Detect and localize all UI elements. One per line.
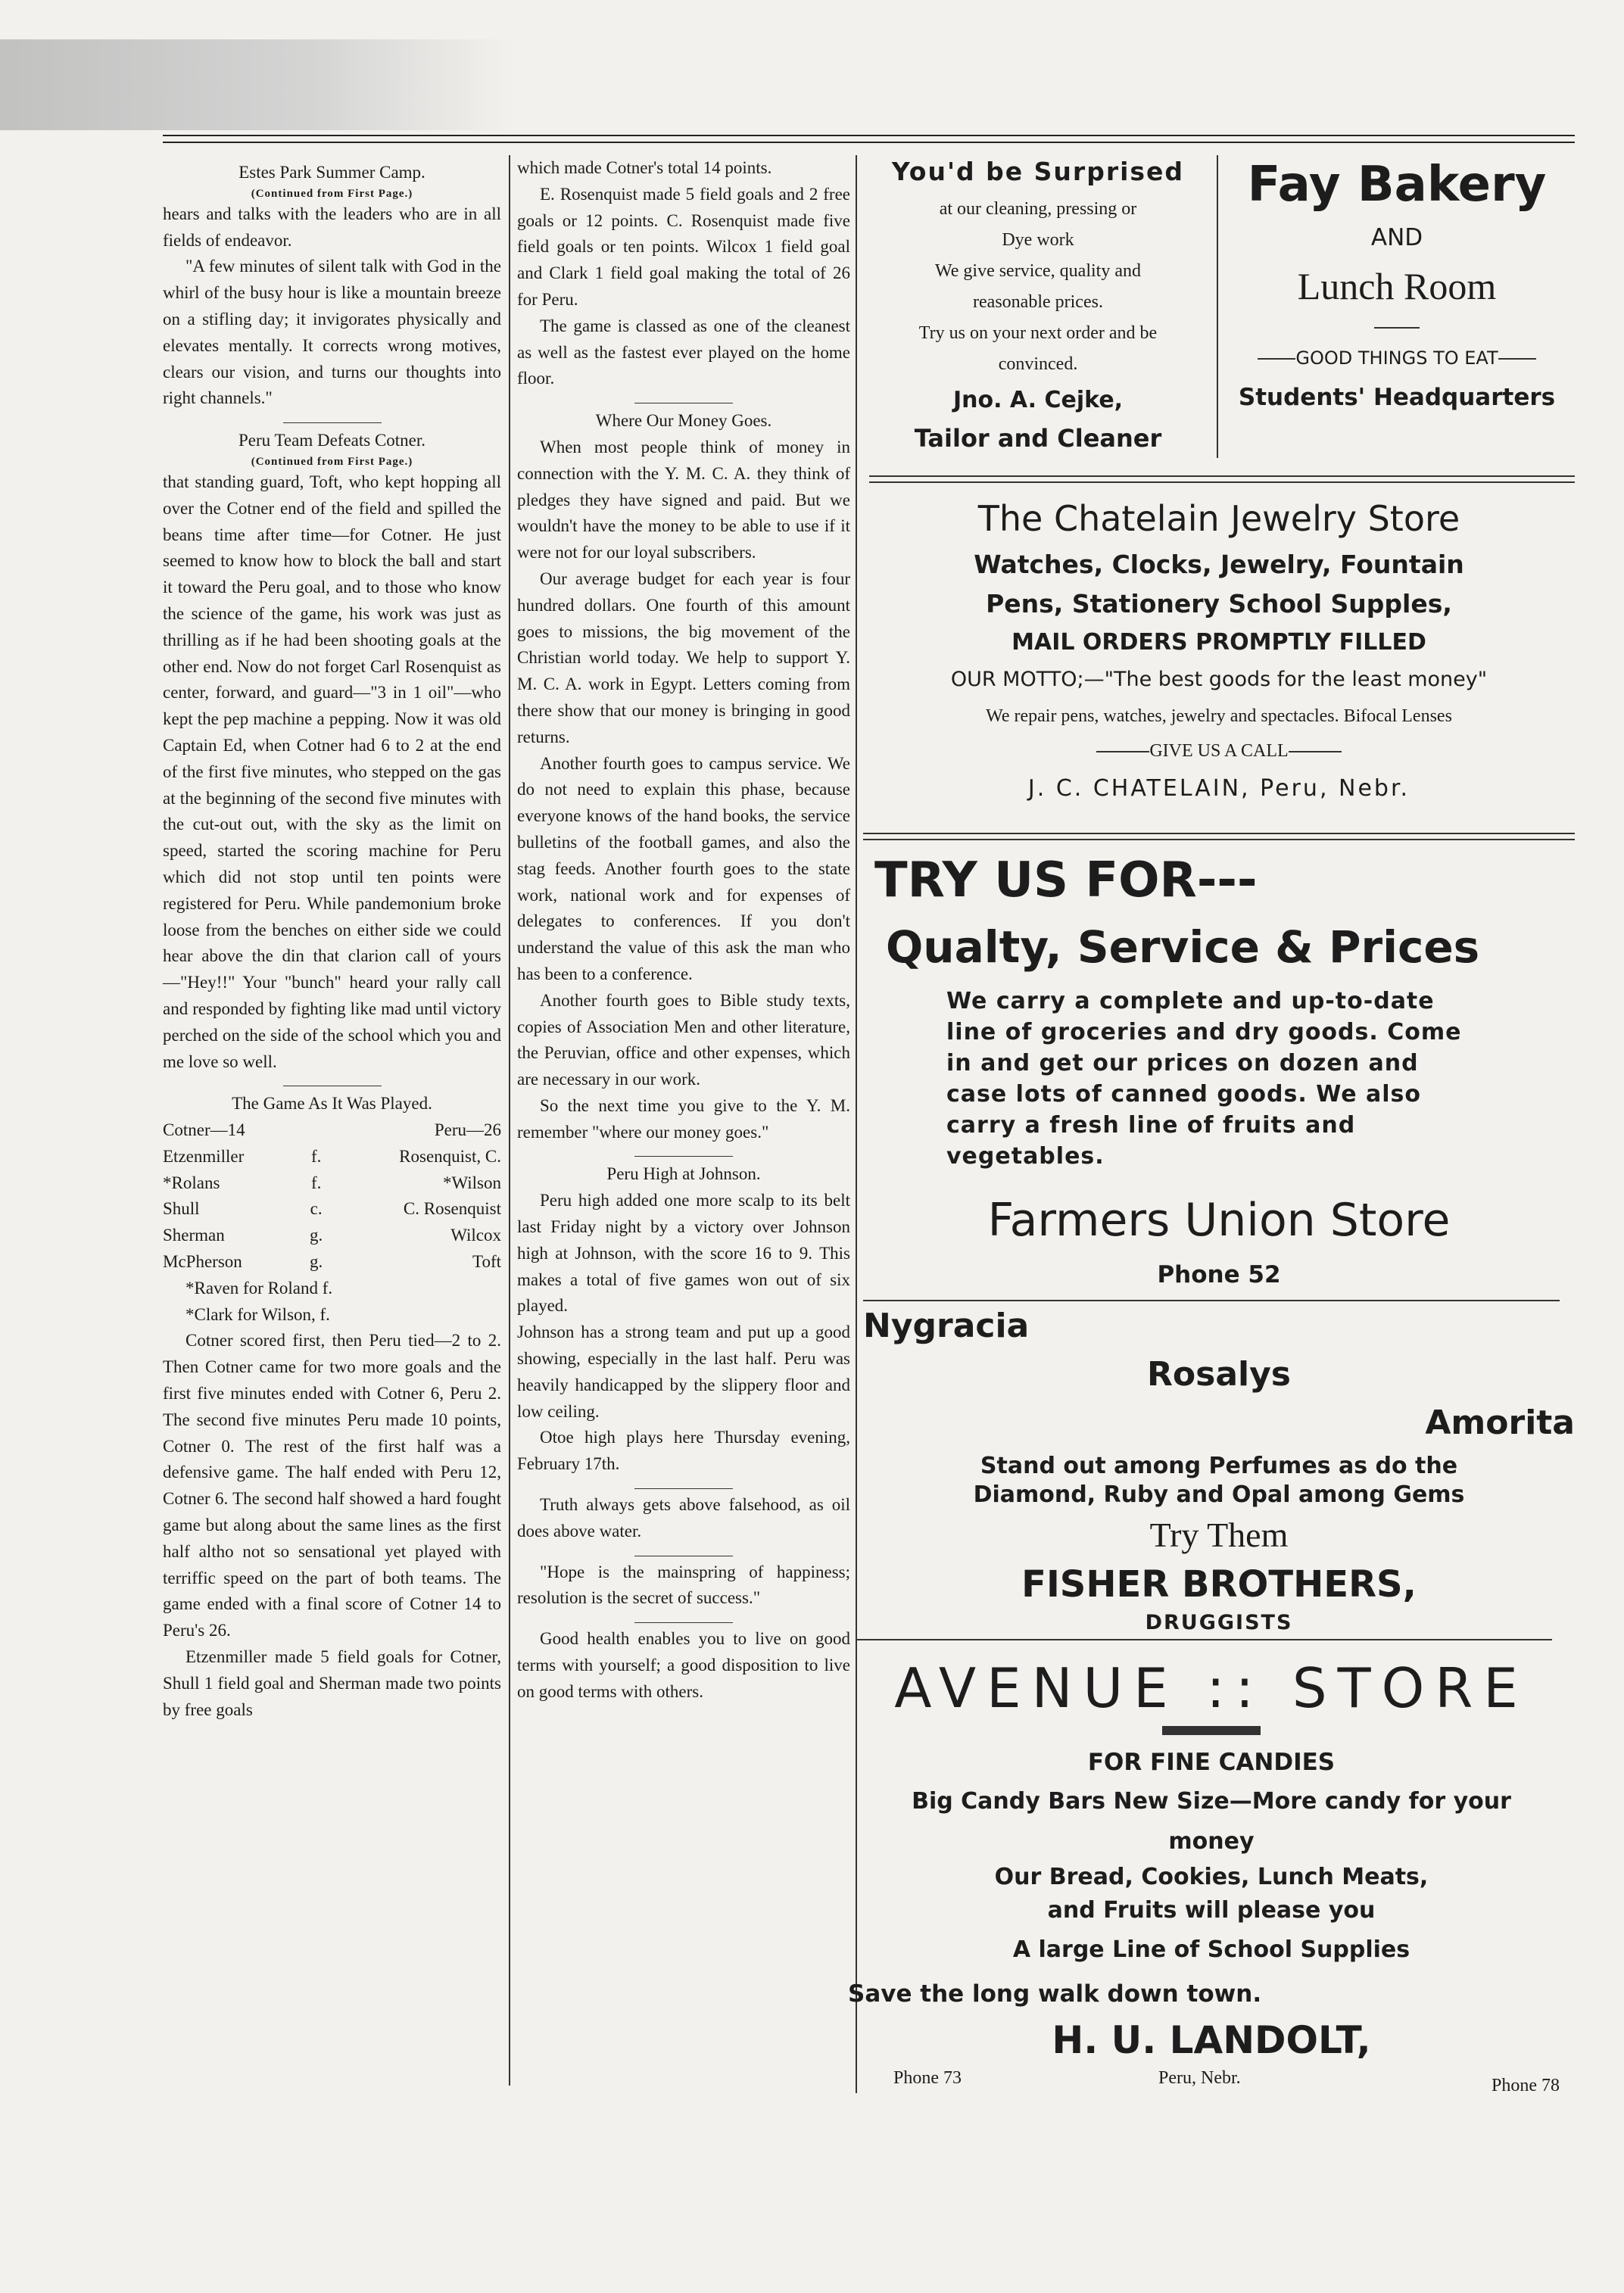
cejke-name: Jno. A. Cejke, [952,387,1124,413]
farmers-body-line: in and get our prices on dozen and [946,1050,1419,1076]
dash-line [1258,358,1295,360]
lineup-pos [294,1117,339,1144]
separator [634,1488,733,1489]
lineup-pos: c. [310,1199,323,1219]
estes-heading: Estes Park Summer Camp. [238,163,425,182]
lineup-pos: g. [310,1252,323,1272]
lineup-left: Etzenmiller [163,1146,245,1166]
table-row [163,1249,501,1276]
high-paragraph-3: Otoe high plays here Thursday evening, February 17th. [517,1428,850,1474]
high-heading: Peru High at Johnson. [606,1164,761,1184]
ad-rule [869,475,1575,483]
lineup-left: Sherman [163,1226,225,1245]
farmers-name: Farmers Union Store [987,1194,1451,1247]
ad-avenue-store [848,1650,1575,2103]
scan-smudge [0,39,515,130]
money-paragraph-4: Another fourth goes to Bible study texts, copies of Association Men and other literature, the Peruvian, office and other expenses, which are necessary in our work. [517,990,850,1089]
estes-paragraph-1: hears and talks with the leaders who are in all fields of endeavor. [163,204,501,250]
fisher-druggists: DRUGGISTS [1145,1611,1293,1634]
money-paragraph-2: Our average budget for each year is four hundred dollars. One fourth of this amount goes to missions, the big movement of the Christian world today. We help to support Y. M. C. A. work in Egypt. Letters coming from there show that our money is bringing in good returns. [517,569,850,746]
fisher-rosalys: Rosalys [1147,1355,1291,1394]
table-row [163,1170,501,1197]
ad-rule [863,833,1575,840]
ad-rule [856,1639,1552,1640]
table-row [163,1196,501,1223]
farmers-body-line: We carry a complete and up-to-date [946,988,1435,1014]
farmers-quality: Qualty, Service & Prices [886,921,1480,973]
cejke-line-5: Try us on your next order and be [918,323,1158,343]
dash-line [1289,751,1342,752]
avenue-title: AVENUE :: STORE [894,1656,1529,1720]
table-row [163,1144,501,1170]
fisher-try: Try Them [1149,1516,1289,1554]
peru-heading: Peru Team Defeats Cotner. [238,431,426,450]
fay-lunch: Lunch Room [1297,265,1497,307]
chatelain-signature: J. C. CHATELAIN, Peru, Nebr. [1027,775,1410,802]
farmers-try: TRY US FOR--- [874,852,1258,908]
farmers-phone: Phone 52 [1157,1261,1281,1288]
chatelain-mail: MAIL ORDERS PROMPTLY FILLED [1011,629,1426,656]
etzenmiller-paragraph: Etzenmiller made 5 field goals for Cotner, Shull 1 field goal and Sherman made two points by free goals [163,1647,501,1719]
game-heading: The Game As It Was Played. [232,1094,432,1114]
table-row [163,1223,501,1249]
column-2 [517,155,850,1706]
ad-fisher-brothers [863,1302,1575,1638]
estes-paragraph-2: "A few minutes of silent talk with God in the whirl of the busy hour is like a mountain breeze on a stifling day; it invigorates physically and elevates mentally. It corrects wrong motives, clears our vision, and turns our thoughts into right channels." [163,257,501,408]
lineup-right: Rosenquist, C. [399,1146,501,1166]
avenue-money: money [1168,1828,1255,1855]
avenue-bread-2: and Fruits will please you [1047,1897,1376,1924]
lineup-left: Shull [163,1199,200,1219]
lineup-right: *Wilson [442,1173,501,1192]
fisher-nygracia: Nygracia [863,1307,1030,1345]
substitute-1: *Raven for Roland f. [185,1278,333,1298]
avenue-walk: Save the long walk down town. [848,1980,1262,2008]
farmers-body-line: line of groceries and dry goods. Come [946,1019,1462,1045]
top-rule [163,135,1575,143]
column-1 [163,155,501,1723]
lineup-right: Wilcox [450,1226,501,1245]
farmers-body [863,986,1575,1172]
quote-1: Truth always gets above falsehood, as oil does above water. [517,1495,850,1541]
ad-farmers-union [863,848,1575,1291]
lineup-pos: f. [310,1173,322,1192]
lineup-pos: f. [310,1146,322,1166]
avenue-bread-1: Our Bread, Cookies, Lunch Meats, [994,1864,1429,1890]
lineup-left: Cotner—14 [163,1120,245,1140]
fisher-name: FISHER BROTHERS, [1021,1563,1417,1606]
avenue-bars: Big Candy Bars New Size—More candy for your [912,1788,1511,1815]
farmers-body-line: case lots of canned goods. We also [946,1081,1421,1108]
fisher-line-2: Diamond, Ruby and Opal among Gems [973,1481,1465,1508]
avenue-town: Peru, Nebr. [1158,2068,1241,2088]
cejke-line-1: at our cleaning, pressing or [939,199,1137,219]
avenue-footer [848,2065,1575,2103]
high-paragraph-1: Peru high added one more scalp to its belt last Friday night by a victory over Johnson high at Johnson, with the score 16 to 9. This makes a total of five games won out of six played. [517,1191,850,1316]
chatelain-call-row [863,734,1575,768]
farmers-body-line: carry a fresh line of fruits and [946,1112,1356,1139]
cejke-line-6: convinced. [998,354,1078,374]
chatelain-motto: OUR MOTTO;—"The best goods for the least money" [950,668,1488,691]
fay-good: GOOD THINGS TO EAT [1295,347,1498,369]
cejke-title: You'd be Surprised [891,157,1185,186]
peru-continued: (Continued from First Page.) [251,455,413,468]
fay-students: Students' Headquarters [1238,384,1556,411]
chatelain-call: GIVE US A CALL [1149,741,1289,761]
avenue-supplies: A large Line of School Supplies [1012,1936,1410,1963]
fisher-line-1: Stand out among Perfumes as do the [980,1453,1458,1479]
money-paragraph-3: Another fourth goes to campus service. We do not need to explain this phase, because everyone knows of the hand books, the service bulletins of the football games, and also the stag feeds. Another fourth goes to the state work, national work and for expenses of delegates to conferences. If you don't understand the value of this ask the man who has been to a conference. [517,753,850,983]
peru-paragraph: that standing guard, Toft, who kept hopping all over the Cotner end of the field and spilled the beans time after time—for Cotner. He just seemed to know how to block the ball and start it toward the Peru goal, and to those who know the science of the game, his work was just as thrilling as if he had been shooting goals at the other end. Now do not forget Carl Rosenquist as center, forward, and guard—"3 in 1 oil"—who kept the pep machine a pepping. Now it was old Captain Ed, when Cotner had 6 to 2 at the end of the first five minutes, who stepped on the gas at the beginning of the second five minutes with the cut-out out, with the sky as the limit on speed, started the scoring machine for Peru which did not stop until ten points were registered for Peru. While pandemonium broke loose from the benches on either side we could hear above the din that clarion call of yours—"Hey!!" Your "bunch" heard your rally call and responded by fighting like mad until victory perched on the side of the school which you and me love so well. [163,472,501,1071]
ad-rule [863,1300,1560,1301]
avenue-phone-right: Phone 78 [1492,2076,1560,2095]
lineup-left: McPherson [163,1252,242,1272]
fay-good-row [1219,342,1575,374]
lineup-pos: g. [310,1226,323,1245]
chatelain-title: The Chatelain Jewelry Store [977,498,1460,539]
fay-dash [1374,327,1420,329]
table-row [163,1117,501,1144]
separator [634,1622,733,1623]
money-heading: Where Our Money Goes. [595,411,772,431]
classed-paragraph: The game is classed as one of the cleanest as well as the fastest ever played on the home floor. [517,316,850,388]
substitute-2: *Clark for Wilson, f. [185,1304,330,1324]
chatelain-repair: We repair pens, watches, jewelry and spectacles. Bifocal Lenses [986,706,1452,726]
chatelain-line-1: Watches, Clocks, Jewelry, Fountain [974,550,1464,579]
scoring-paragraph: E. Rosenquist made 5 field goals and 2 free goals or 12 points. C. Rosenquist made five field goals or ten points. Wilcox 1 field goal and Clark 1 field goal making the total of 26 for Peru. [517,184,850,309]
lineup-right: Toft [472,1252,501,1272]
money-paragraph-5: So the next time you give to the Y. M. remember "where our money goes." [517,1095,850,1142]
cejke-line-4: reasonable prices. [973,292,1103,312]
fay-and: AND [1370,224,1423,251]
fay-title: Fay Bakery [1247,157,1547,213]
separator [283,422,382,423]
cejke-line-3: We give service, quality and [935,261,1141,281]
money-paragraph-1: When most people think of money in connection with the Y. M. C. A. they think of pledges they have signed and paid. But we wouldn't have the money to be able to use if it were not for our loyal subscribers. [517,437,850,562]
cejke-trade: Tailor and Cleaner [914,424,1162,453]
farmers-body-line: vegetables. [946,1143,1105,1170]
lineup-right: Peru—26 [434,1120,501,1140]
column-rule-1 [509,155,510,2086]
avenue-candies: FOR FINE CANDIES [1087,1749,1336,1776]
game-paragraph: Cotner scored first, then Peru tied—2 to 2. Then Cotner came for two more goals and the first five minutes ended with Cotner 6, Peru 2. The second five minutes Peru made 10 points, Cotner 0. The rest of the first half was a defensive game. The half ended with Peru 12, Cotner 6. The second half showed a hard fought game but along about the same lines as the first half altho not so sensational yet played with terriffic speed on the part of both teams. The game ended with a final score of Cotner 14 to Peru's 26. [163,1331,501,1640]
ad-chatelain [863,492,1575,810]
chatelain-line-2: Pens, Stationery School Supples, [986,589,1452,618]
avenue-name: H. U. LANDOLT, [1052,2018,1371,2062]
quote-2: "Hope is the mainspring of happiness; resolution is the secret of success." [517,1562,850,1608]
separator [634,1156,733,1157]
fisher-amorita: Amorita [1425,1404,1575,1442]
ad-fay-bakery [1219,150,1575,421]
dash-line [1096,751,1149,752]
ad-rule-vertical [1217,155,1218,458]
lineup-left: *Rolans [163,1173,220,1192]
ad-cejke [863,150,1213,456]
dash-line [1498,358,1536,360]
high-paragraph-2: Johnson has a strong team and put up a good showing, especially in the last half. Peru was heavily handicapped by the slippery floor and low ceiling. [517,1323,850,1421]
continued-paragraph: which made Cotner's total 14 points. [517,158,772,177]
avenue-bar [1162,1726,1261,1735]
avenue-phone-left: Phone 73 [893,2068,962,2088]
estes-continued: (Continued from First Page.) [251,187,413,200]
lineup-table [163,1117,501,1276]
cejke-line-2: Dye work [1002,230,1074,250]
quote-3: Good health enables you to live on good terms with yourself; a good disposition to live on good terms with others. [517,1629,850,1701]
lineup-right: C. Rosenquist [403,1199,501,1219]
